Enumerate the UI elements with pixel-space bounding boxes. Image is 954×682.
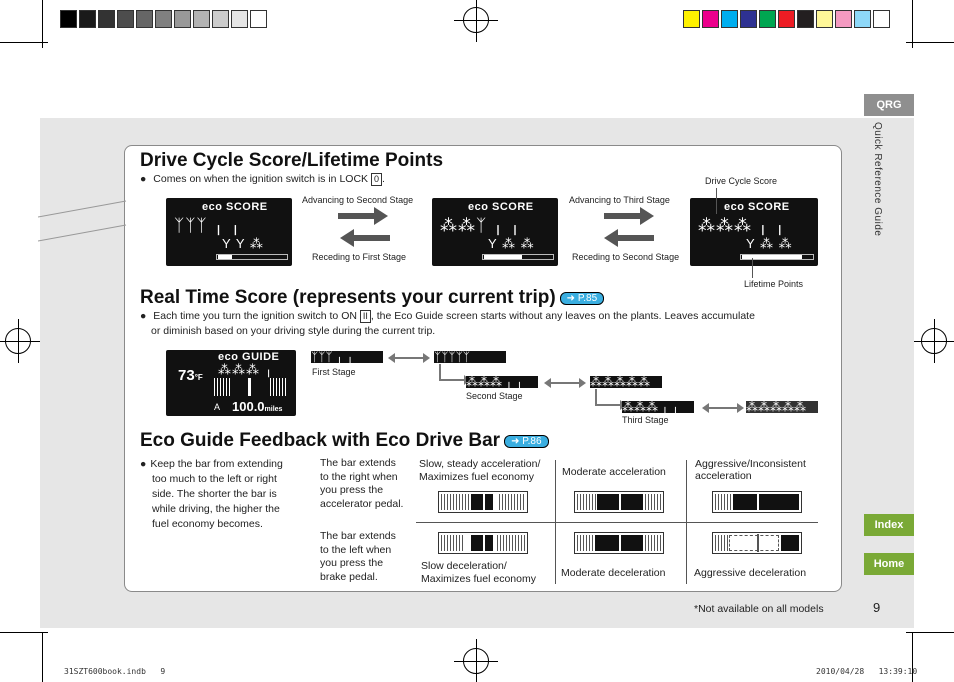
crop-mark (42, 0, 43, 48)
registration-mark-icon (5, 328, 31, 354)
lifetime-plants: Y ⁂ ⁂ (488, 236, 535, 251)
eco-score-display-second (432, 198, 558, 266)
text-line: Slow, steady acceleration/ (419, 458, 541, 470)
color-swatch (174, 10, 191, 28)
stage-down-arrow-icon (590, 389, 626, 411)
color-swatch (231, 10, 248, 28)
guide-meter-left (214, 378, 232, 396)
drive-cycle-plants: ⁂⁂⁂ ╷ ╷ (698, 216, 786, 235)
text-line: Maximizes fuel economy (421, 573, 536, 585)
crop-mark (42, 632, 43, 682)
crop-mark (0, 632, 48, 633)
color-swatch (721, 10, 738, 28)
bullet-line: side. The shorter the bar is (152, 488, 277, 500)
ignition-bullet (140, 309, 755, 324)
color-swatch (250, 10, 267, 28)
moderate-acceleration-label: Moderate acceleration (562, 466, 666, 478)
eco-drive-bar-moderate-deceleration (574, 532, 664, 554)
moderate-deceleration-label: Moderate deceleration (561, 567, 666, 579)
color-swatch (797, 10, 814, 28)
eco-drive-bar-aggressive-deceleration (712, 532, 802, 554)
registration-mark-icon (463, 648, 489, 674)
color-swatch (854, 10, 871, 28)
callout-line (716, 188, 717, 214)
lock-bullet: ● Comes on when the ignition switch is in LOCK 0 . (140, 172, 385, 187)
stage-down-arrow-icon (434, 364, 470, 386)
color-swatch (759, 10, 776, 28)
drive-cycle-score-heading: Drive Cycle Score/Lifetime Points (140, 150, 444, 171)
color-swatch (778, 10, 795, 28)
lifetime-points-label: Lifetime Points (744, 279, 804, 289)
page-ref-text: P.85 (577, 293, 598, 304)
page-ref-text: P.86 (522, 436, 542, 447)
text-line: The bar extends (320, 457, 396, 469)
crop-mark (906, 42, 954, 43)
callout-line (752, 258, 753, 278)
ignition-text-2: , the Eco Guide screen starts without any leaves on the plants. Leaves accumulate (370, 310, 755, 322)
drive-cycle-plants: ⁂⁂ᛉ ╷ ╷ (440, 216, 522, 235)
color-swatch (60, 10, 77, 28)
eco-guide-label: eco GUIDE (218, 351, 280, 363)
color-swatch (193, 10, 210, 28)
recede-second-label: Receding to Second Stage (572, 252, 680, 262)
recede-arrow-icon (604, 232, 654, 244)
text-line: acceleration (695, 470, 752, 482)
lifetime-meter (216, 254, 288, 260)
lock-key-icon: 0 (371, 173, 382, 186)
aggressive-acceleration-label (695, 458, 806, 482)
home-tab[interactable]: Home (864, 553, 914, 575)
eco-score-display-third (690, 198, 818, 266)
text-line: Aggressive/Inconsistent (695, 458, 806, 470)
leader-lines (38, 195, 128, 255)
second-stage-strip-before: ⁂⁂⁂ ╷ ╷ (466, 376, 538, 388)
color-swatch (873, 10, 890, 28)
table-divider (416, 522, 818, 523)
drive-cycle-score-label: Drive Cycle Score (705, 176, 778, 186)
second-stage-strip-after: ⁂⁂⁂⁂⁂ (590, 376, 662, 388)
lock-bullet-text: Comes on when the ignition switch is in LOCK (153, 173, 369, 185)
text-line: accelerator pedal. (320, 497, 404, 510)
temperature: 73°F (178, 367, 203, 384)
third-stage-strip-before: ⁂⁂⁂ ╷ ╷ (622, 401, 694, 413)
right-extend-text (320, 457, 403, 511)
color-swatch (702, 10, 719, 28)
third-stage-strip-after: ⁂⁂⁂⁂⁂ (746, 401, 818, 413)
color-swatch (79, 10, 96, 28)
ignition-text-1: Each time you turn the ignition switch to ON (153, 310, 357, 322)
eco-guide-display (166, 350, 296, 416)
eco-drive-bar-aggressive-acceleration (712, 491, 802, 513)
crop-mark (912, 0, 913, 48)
eco-drive-bar-slow-deceleration (438, 532, 528, 554)
quick-reference-guide-label: Quick Reference Guide (872, 122, 883, 237)
text-line: The bar extends (320, 530, 396, 542)
ignition-text-3: or diminish based on your driving style during the current trip. (151, 325, 436, 337)
advance-second-label: Advancing to Second Stage (302, 195, 414, 205)
stage-arrow-icon (708, 407, 738, 409)
real-time-score-heading (140, 287, 604, 309)
eco-score-label: eco SCORE (468, 201, 534, 213)
slow-acceleration-label (419, 458, 540, 484)
color-swatch (683, 10, 700, 28)
eco-guide-feedback-heading (140, 430, 549, 452)
feedback-bullet (140, 457, 308, 532)
index-tab[interactable]: Index (864, 514, 914, 536)
left-extend-text (320, 530, 396, 584)
drive-cycle-plants: ᛉᛉᛉ ╷ ╷ (174, 216, 242, 235)
second-stage-label: Second Stage (466, 391, 523, 401)
eco-score-display-first (166, 198, 292, 266)
stage-arrow-icon (550, 382, 580, 384)
on-key-icon: II (360, 310, 371, 323)
advance-third-label: Advancing to Third Stage (569, 195, 670, 205)
slow-deceleration-label (421, 560, 536, 586)
text-line: Slow deceleration/ (421, 560, 507, 572)
first-stage-strip-after: ᛉᛉᛉᛉᛉ (434, 351, 506, 363)
crop-mark (906, 632, 954, 633)
text-line: brake pedal. (320, 570, 378, 583)
color-swatch (98, 10, 115, 28)
odometer: 100.0miles (232, 399, 283, 414)
guide-meter-right (270, 378, 288, 396)
stage-arrow-icon (394, 357, 424, 359)
text-line: to the right when (320, 470, 398, 483)
recede-arrow-icon (340, 232, 390, 244)
text-line: you press the (320, 484, 384, 496)
bullet-line: fuel economy becomes. (152, 518, 263, 530)
first-stage-strip-before: ᛉᛉᛉ ╷ ╷ (311, 351, 383, 363)
availability-note: *Not available on all models (694, 603, 824, 615)
bullet-line: while driving, the higher the (152, 503, 280, 515)
advance-arrow-icon (604, 210, 654, 222)
first-stage-label: First Stage (312, 367, 356, 377)
advance-arrow-icon (338, 210, 388, 222)
color-swatch (740, 10, 757, 28)
lifetime-meter (482, 254, 554, 260)
bullet-line: Keep the bar from extending (150, 458, 283, 470)
text-line: to the left when (320, 543, 392, 556)
guide-center-bar (248, 378, 251, 396)
lifetime-plants: Y ⁂ ⁂ (746, 236, 793, 251)
eco-guide-feedback-title: Eco Guide Feedback with Eco Drive Bar (140, 430, 501, 451)
qrg-tab[interactable]: QRG (864, 94, 914, 116)
eco-drive-bar-moderate-acceleration (574, 491, 664, 513)
color-swatch (835, 10, 852, 28)
eco-score-label: eco SCORE (724, 201, 790, 213)
third-stage-label: Third Stage (622, 415, 669, 425)
print-timestamp: 2010/04/28 13:39:10 (816, 667, 918, 676)
trip-label: A (214, 402, 221, 412)
eco-guide-plants: ⁂⁂⁂ ╷ (218, 362, 274, 377)
eco-score-label: eco SCORE (202, 201, 268, 213)
real-time-score-title: Real Time Score (represents your current trip) (140, 287, 556, 308)
text-line: Maximizes fuel economy (419, 471, 534, 483)
page-ref-link[interactable]: ➜ P.85 (560, 292, 604, 305)
page-ref-link[interactable]: ➜ P.86 (504, 435, 548, 448)
aggressive-deceleration-label: Aggressive deceleration (694, 567, 807, 579)
color-swatch (117, 10, 134, 28)
eco-drive-bar-slow-acceleration (438, 491, 528, 513)
color-swatch (816, 10, 833, 28)
page-number: 9 (873, 600, 881, 615)
color-swatch (155, 10, 172, 28)
color-swatch (136, 10, 153, 28)
crop-mark (0, 42, 48, 43)
registration-mark-icon (463, 7, 489, 33)
lifetime-plants: Y Y ⁂ (222, 236, 264, 251)
text-line: you press the (320, 557, 384, 569)
file-name: 31SZT600book.indb 9 (64, 667, 166, 676)
bullet-line: too much to the left or right (152, 473, 277, 485)
recede-first-label: Receding to First Stage (312, 252, 407, 262)
registration-mark-icon (921, 328, 947, 354)
color-swatch (212, 10, 229, 28)
